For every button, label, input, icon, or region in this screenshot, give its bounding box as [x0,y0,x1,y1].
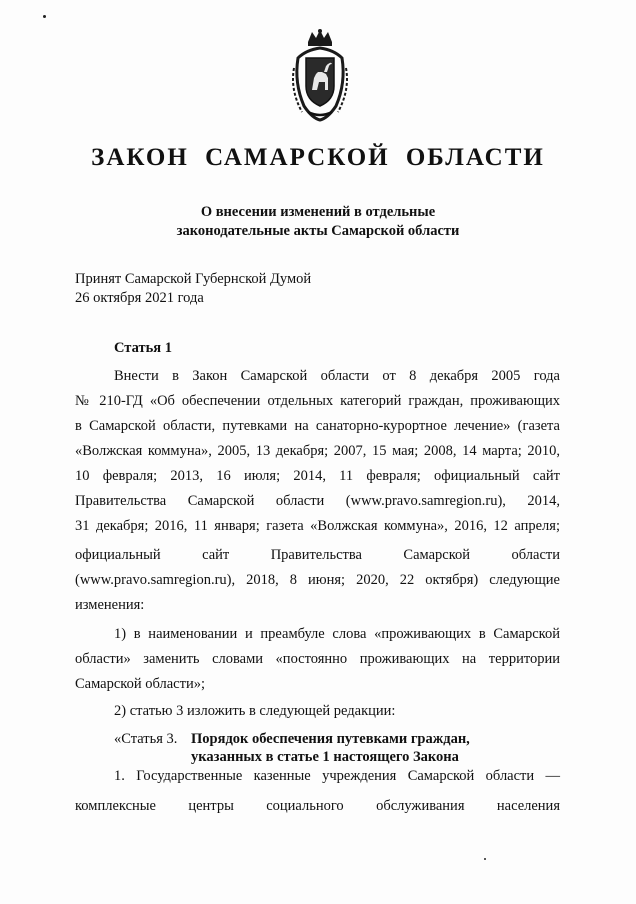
article-text-line: Внести в Закон Самарской области от 8 декабря 2005 года [114,368,560,384]
article-text-line: Самарской области»; [75,676,205,692]
article-heading: Статья 1 [114,340,172,356]
clause-text-line: комплексные центры социального обслуживания населения [75,798,560,814]
scan-speck [484,858,486,860]
article-text-line: Правительства Самарской области (www.pravo.samregion.ru), 2014, [75,493,560,509]
law-title-word: САМАРСКОЙ [205,144,390,171]
article-text-line: 10 февраля; 2013, 16 июля; 2014, 11 февраля; официальный сайт [75,468,560,484]
article-text-line: 31 декабря; 2016, 11 января; газета «Волжская коммуна», 2016, 12 апреля; [75,518,560,534]
article-text-line: № 210-ГД «Об обеспечении отдельных категорий граждан, проживающих [75,393,560,409]
article-text-line: в Самарской области, путевками на санаторно-курортное лечение» (газета [75,418,560,434]
samara-coat-of-arms-icon [288,28,352,122]
quoted-article-title-line: указанных в статье 1 настоящего Закона [191,749,459,765]
article-text-line: 1) в наименовании и преамбуле слова «проживающих в Самарской [114,626,560,642]
law-subtitle-line: О внесении изменений в отдельные [200,204,436,220]
quoted-article-label: «Статья 3. [114,731,178,747]
law-subtitle-line: законодательные акты Самарской области [176,223,460,239]
article-text-line: официальный сайт Правительства Самарской области [75,547,560,563]
law-title [0,144,636,172]
article-text-line: области» заменить словами «постоянно проживающих на территории [75,651,560,667]
law-title-word: ЗАКОН [91,144,189,171]
article-text-line: 2) статью 3 изложить в следующей редакции: [114,703,396,719]
quoted-article-title [191,730,470,766]
law-subtitle [0,203,636,241]
law-title-word: ОБЛАСТИ [405,144,545,171]
quoted-article-heading [114,730,470,766]
quoted-article-title-line: Порядок обеспечения путевками граждан, [191,731,470,747]
adoption-date: 26 октября 2021 года [75,290,204,306]
article-text-line: «Волжская коммуна», 2005, 13 декабря; 2007, 15 мая; 2008, 14 марта; 2010, [75,443,560,459]
article-text-line: изменения: [75,597,145,613]
scan-speck [43,15,46,18]
clause-text-line: 1. Государственные казенные учреждения Самарской области — [114,768,560,784]
adoption-body: Принят Самарской Губернской Думой [75,271,312,287]
article-text-line: (www.pravo.samregion.ru), 2018, 8 июня; 2020, 22 октября) следующие [75,572,560,588]
adoption-info [75,270,311,308]
